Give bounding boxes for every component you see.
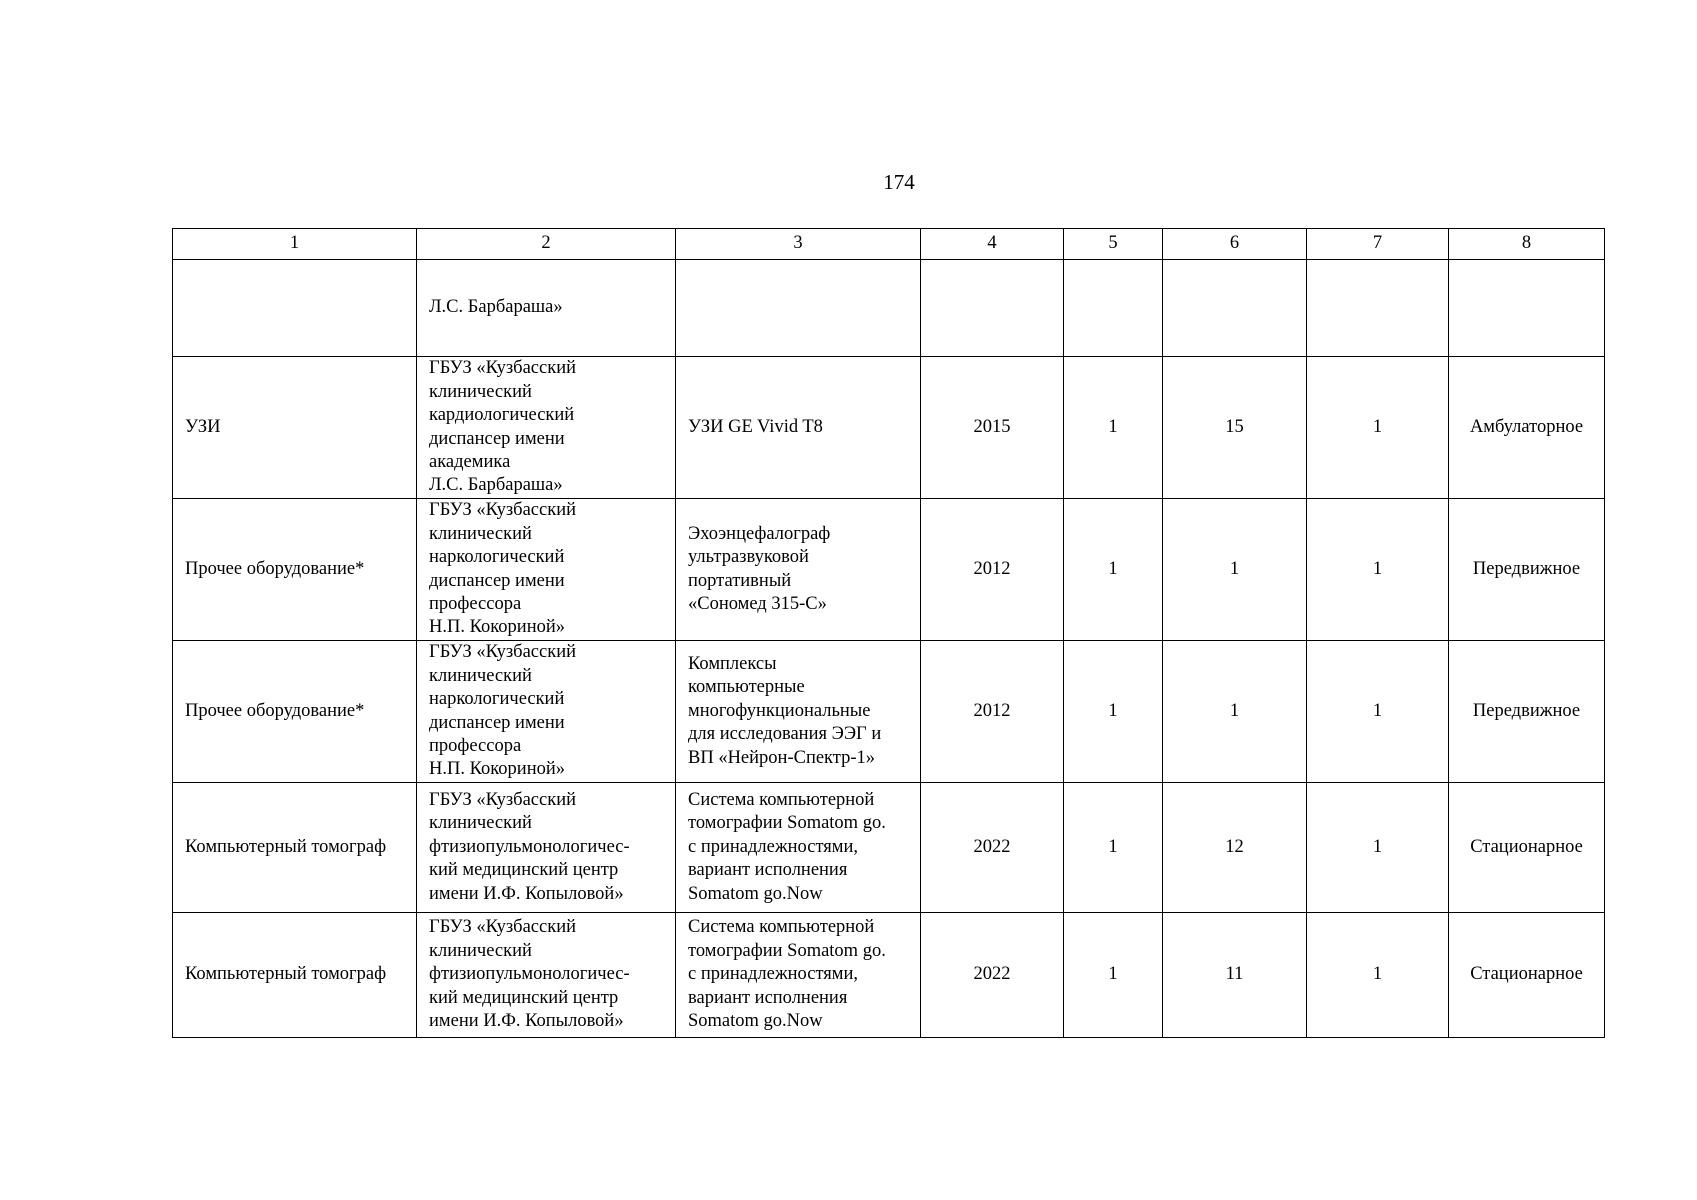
column-7-cell: 1: [1307, 357, 1449, 499]
condition-cell: [1449, 260, 1605, 357]
model-cell: Система компьютерной томографии Somatom go. с принадлежностями, вариант исполнения Somatom go.Now: [676, 783, 921, 913]
year-cell: 2022: [921, 783, 1064, 913]
table-row: [173, 260, 1605, 357]
column-6-cell: 15: [1163, 357, 1307, 499]
condition-cell: Передвижное: [1449, 499, 1605, 641]
column-7-cell: 1: [1307, 913, 1449, 1038]
column-6-cell: 12: [1163, 783, 1307, 913]
condition-cell: Передвижное: [1449, 641, 1605, 783]
organization-cell: ГБУЗ «Кузбасский клинический наркологический диспансер имени профессора Н.П. Кокориной»: [417, 641, 676, 783]
column-7-cell: 1: [1307, 499, 1449, 641]
year-cell: 2012: [921, 641, 1064, 783]
model-cell: [676, 260, 921, 357]
table-row: [173, 641, 1605, 783]
year-cell: 2012: [921, 499, 1064, 641]
column-number-4: 4: [921, 229, 1064, 260]
page-number: 174: [883, 170, 915, 194]
equipment-type-cell: [173, 260, 417, 357]
column-5-cell: 1: [1064, 499, 1163, 641]
year-cell: [921, 260, 1064, 357]
equipment-table: [172, 228, 1605, 1038]
model-cell: УЗИ GE Vivid T8: [676, 357, 921, 499]
column-6-cell: [1163, 260, 1307, 357]
model-cell: Система компьютерной томографии Somatom go. с принадлежностями, вариант исполнения Somatom go.Now: [676, 913, 921, 1038]
column-5-cell: [1064, 260, 1163, 357]
organization-cell: Л.С. Барбараша»: [417, 260, 676, 357]
column-number-1: 1: [173, 229, 417, 260]
column-number-6: 6: [1163, 229, 1307, 260]
column-6-cell: 11: [1163, 913, 1307, 1038]
organization-cell: ГБУЗ «Кузбасский клинический фтизиопульмонологичес- кий медицинский центр имени И.Ф. Копыловой»: [417, 913, 676, 1038]
column-number-row: [173, 229, 1605, 260]
year-cell: 2022: [921, 913, 1064, 1038]
table-row: [173, 499, 1605, 641]
column-7-cell: [1307, 260, 1449, 357]
model-cell: Эхоэнцефалограф ультразвуковой портативный «Сономед 315-С»: [676, 499, 921, 641]
equipment-type-cell: УЗИ: [173, 357, 417, 499]
column-7-cell: 1: [1307, 641, 1449, 783]
table-row: [173, 783, 1605, 913]
condition-cell: Стационарное: [1449, 783, 1605, 913]
table-row: [173, 357, 1605, 499]
table-row: [173, 913, 1605, 1038]
column-number-2: 2: [417, 229, 676, 260]
organization-cell: ГБУЗ «Кузбасский клинический фтизиопульмонологичес- кий медицинский центр имени И.Ф. Копыловой»: [417, 783, 676, 913]
column-5-cell: 1: [1064, 783, 1163, 913]
column-5-cell: 1: [1064, 913, 1163, 1038]
year-cell: 2015: [921, 357, 1064, 499]
column-number-8: 8: [1449, 229, 1605, 260]
equipment-type-cell: Прочее оборудование*: [173, 499, 417, 641]
equipment-type-cell: Компьютерный томограф: [173, 783, 417, 913]
condition-cell: Стационарное: [1449, 913, 1605, 1038]
column-5-cell: 1: [1064, 641, 1163, 783]
column-5-cell: 1: [1064, 357, 1163, 499]
column-number-7: 7: [1307, 229, 1449, 260]
column-number-3: 3: [676, 229, 921, 260]
column-6-cell: 1: [1163, 641, 1307, 783]
column-number-5: 5: [1064, 229, 1163, 260]
model-cell: Комплексы компьютерные многофункциональные для исследования ЭЭГ и ВП «Нейрон-Спектр-1»: [676, 641, 921, 783]
column-6-cell: 1: [1163, 499, 1307, 641]
column-7-cell: 1: [1307, 783, 1449, 913]
equipment-type-cell: Прочее оборудование*: [173, 641, 417, 783]
condition-cell: Амбулаторное: [1449, 357, 1605, 499]
equipment-type-cell: Компьютерный томограф: [173, 913, 417, 1038]
organization-cell: ГБУЗ «Кузбасский клинический наркологический диспансер имени профессора Н.П. Кокориной»: [417, 499, 676, 641]
organization-cell: ГБУЗ «Кузбасский клинический кардиологический диспансер имени академика Л.С. Барбараша»: [417, 357, 676, 499]
